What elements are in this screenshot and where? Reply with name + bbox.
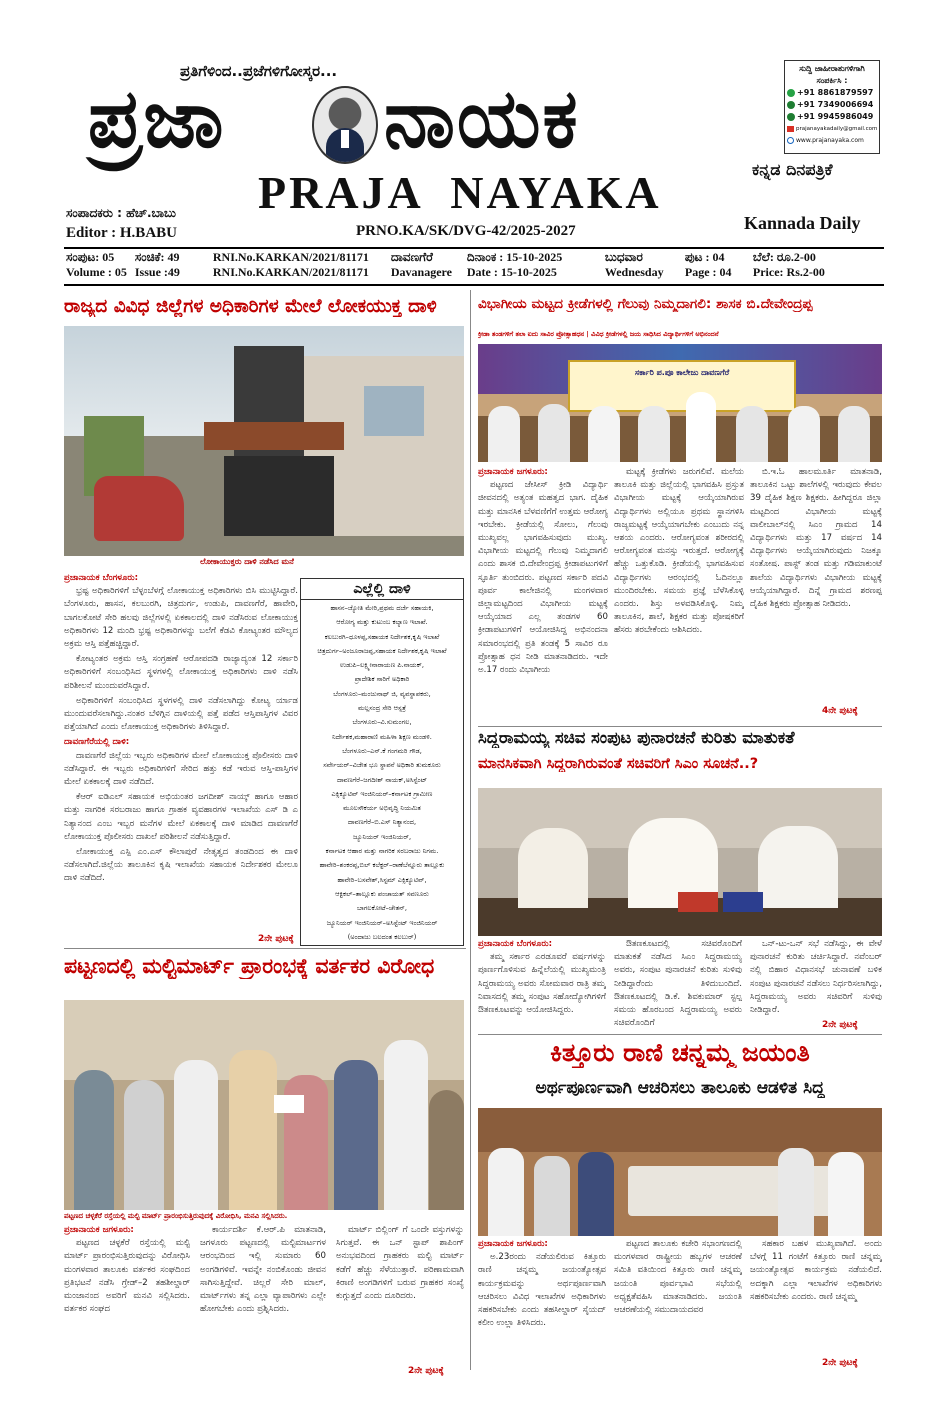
story1-photo bbox=[64, 326, 464, 556]
story2-col1 bbox=[64, 1224, 190, 1372]
story5-subheadline: ಅರ್ಥಪೂರ್ಣವಾಗಿ ಆಚರಿಸಲು ತಾಲೂಕು ಆಡಳಿತ ಸಿದ್ಧ bbox=[535, 1078, 825, 1098]
editor-english: Editor : H.BABU bbox=[66, 225, 177, 241]
story3-col2 bbox=[614, 466, 744, 738]
story2-top-rule bbox=[64, 948, 466, 949]
story2-caption: ಪಟ್ಟಣದ ಚಳ್ಳಕೆರೆ ರಸ್ತೆಯಲ್ಲಿ ಮಲ್ಟಿ ಮಾರ್ಟ್ ಪ್ರಾರಂಭಿಸುತ್ತಿರುವುದಕ್ಕೆ ವಿರೋಧಿಸಿ, ಮನವಿ ಸಲ್ಲಿಸಿದರು. bbox=[64, 1212, 288, 1220]
story5-continued: 2ನೇ ಪುಟಕ್ಕೆ bbox=[822, 1358, 858, 1368]
sidebox-list bbox=[301, 600, 463, 944]
story1-byline: ಪ್ರಜಾನಾಯಕ ಬೆಂಗಳೂರು: bbox=[64, 573, 139, 583]
story5-headline: ಕಿತ್ತೂರು ರಾಣಿ ಚನ್ನಮ್ಮ ಜಯಂತಿ bbox=[550, 1038, 810, 1067]
masthead-title-kannada-right: ನಾಯಕ bbox=[384, 71, 580, 167]
volume-kannada: ಸಂಪುಟ: 05 bbox=[66, 250, 115, 264]
phone-icon bbox=[787, 113, 795, 121]
masthead-portrait bbox=[312, 86, 378, 164]
sidebox-line: ಆಕ್ಟಿಕಲ್–ತಾಲ್ಲೂಕು ಪಂಚಾಯತ್ ಸವಣೂರು bbox=[335, 889, 429, 898]
story4-top-rule bbox=[478, 726, 882, 727]
story5-col2 bbox=[614, 1238, 742, 1370]
story3-banner-text: ಸರ್ಕಾರಿ ಪ.ಪೂ ಕಾಲೇಜು ದಾವಣಗೆರೆ bbox=[634, 368, 730, 377]
story2-continued: 2ನೇ ಪುಟಕ್ಕೆ bbox=[408, 1366, 444, 1376]
story2-col3 bbox=[336, 1224, 464, 1366]
raid-sidebox bbox=[300, 578, 464, 946]
contact-subheading: ಸಂಪರ್ಕಿಸಿ : bbox=[816, 76, 848, 85]
story4-text: ಔತಣಕೂಟದಲ್ಲಿ ಸಚಿವರೊಂದಿಗೆ ಮಾತುಕತೆ ನಡೆಸಿದ ಸಿಎಂ ಸಿದ್ದರಾಮಯ್ಯ ಅವರು, ಸಂಪುಟ ಪುನಾರಚನೆ ಕುರಿತು ಸುಳಿವು ನೀಡಿದ್ದಾರೆಂದು ತಿಳಿದುಬಂದಿದೆ. ಔತಣಕೂಟದಲ್ಲಿ ಡಿ.ಕೆ. ಶಿವಕುಮಾರ್ ಸ್ಟಲ್ಪ ಸಮಯ ಹೊರಬಂದ ಸಿದ್ದರಾಮಯ್ಯ ಅವರು ಸಚಿವರೊಂದಿಗೆ bbox=[614, 939, 742, 1029]
story5-byline: ಪ್ರಜಾನಾಯಕ ಜಗಳೂರು: bbox=[478, 1239, 548, 1249]
masthead-title-kannada-left: ಪ್ರಜಾ bbox=[88, 71, 226, 167]
story2-text: ಕಾರ್ಯದರ್ಶಿ ಕೆ.ಆರ್.ಪಿ ಮಾತನಾಡಿ, ಜಗಳೂರು ಪಟ್ಟಣದಲ್ಲಿ ಮಲ್ಟಿಮಾರ್ಟಗಳ ಆರಂಭದಿಂದ ಇಲ್ಲಿ ಸುಮಾರು 60 ಅಂಗಡಿಗಳಿವೆ. ಇವನ್ನೇ ನಂಬಿಕೊಂಡು ಜೀವನ ಸಾಗಿಸುತ್ತಿದ್ದೇವೆ. ಚಿಲ್ಲರೆ ಸೇರಿ ಮಾಲ್, ಮಾರ್ಟ್‌ಗಳು ತನ್ನ ಎಲ್ಲಾ ವ್ಯಾಪಾರಿಗಳು ಎಲ್ಲೇ ಹೋಗಬೇಕು ಎಂದು ಪ್ರಶ್ನಿಸಿದರು. bbox=[200, 1225, 326, 1315]
info-bottom-rule bbox=[64, 284, 884, 286]
masthead-subtitle-kannada: ಕನ್ನಡ ದಿನಪತ್ರಿಕೆ bbox=[752, 160, 833, 179]
date-kannada: ದಿನಾಂಕ : 15-10-2025 bbox=[466, 250, 563, 264]
sidebox-line: ಸರ್ವೇಯರ್–ವಿಜೇತ ಭೂ ಸ್ಥಾಪನೆ ಅಧಿಕಾರಿ ತುಮಕೂರು bbox=[323, 761, 441, 770]
sidebox-line: ಕರ್ನಾಟಕ ಆಹಾರ ಮತ್ತು ನಾಗರಿಕ ಸರಬರಾಜು ನಿಗಮ. bbox=[325, 847, 439, 856]
page-kannada: ಪುಟ : 04 bbox=[684, 250, 725, 264]
column-divider bbox=[470, 290, 471, 1370]
sidebox-line: ಹಾಸನ–ಜ್ಯೋತಿ ಮೇರಿ,ಪ್ರಥಮ ದರ್ಜೆ ಸಹಾಯಕಿ, bbox=[330, 604, 434, 612]
masthead-subtitle-english: Kannada Daily bbox=[744, 213, 861, 233]
contact-heading: ಸುದ್ದಿ ಜಾಹೀರಾತುಗಳಿಗಾಗಿ bbox=[799, 64, 865, 73]
story5-text: ಪಟ್ಟಣದ ತಾಲೂಕು ಕಚೇರಿ ಸಭಾಂಗಣದಲ್ಲಿ ಮಂಗಳವಾರ ರಾಷ್ಟ್ರೀಯ ಹಬ್ಬಗಳ ಆಚರಣೆ ಸಮಿತಿ ವತಿಯಿಂದ ಕಿತ್ತೂರು ರಾಣಿ ಚನ್ನಮ್ಮ ಜಯಂತಿ ಪೂರ್ವಭಾವಿ ಸಭೆಯಲ್ಲಿ ಅಧ್ಯಕ್ಷತೆವಹಿಸಿ ಮಾತನಾಡಿದರು. ಜಯಂತಿ ಆಚರಣೆಯಲ್ಲಿ ಸಮುದಾಯದವರ bbox=[614, 1239, 742, 1316]
sidebox-line: ಎಕ್ಸಿಕ್ಯೂಟಿವ್ ಇಂಜಿನಿಯರ್–ಕರ್ನಾಟಕ ಗ್ರಾಮೀಣ bbox=[331, 789, 433, 798]
story2-col2 bbox=[200, 1224, 326, 1372]
contact-email[interactable]: prajanayakadaily@gmail.com bbox=[796, 126, 878, 132]
story3-text: ಪಟ್ಟಣದ ಜೇಸೀಸ್ ಕ್ರೀಡಿ ವಿದ್ಯಾರ್ಥಿ ಜೀವನದಲ್ಲಿ ಅತ್ಯಂತ ಮಹತ್ವದ ಭಾಗ. ದೈಹಿಕ ಮತ್ತು ಮಾನಸಿಕ ಬೆಳವಣಿಗೆಗೆ ಉತ್ತಮ ಆರೋಗ್ಯ ಇರಬೇಕು. ಕ್ರೀಡೆಯಲ್ಲಿ ಸೋಲು, ಗೆಲುವು ಮುಖ್ಯವಲ್ಲ ಭಾಗವಹಿಸುವುದು ಮುಖ್ಯ. ವಿಭಾಗೀಯ ಮಟ್ಟದಲ್ಲಿ ಗೆಲುವು ನಿಮ್ಮದಾಗಲಿ ಎಂದು ಶಾಸಕ ಬಿ.ದೇವೇಂದ್ರಪ್ಪ ಕ್ರೀಡಾಪಟುಗಳಿಗೆ ಸ್ಫೂರ್ತಿ ತುಂಬಿದರು. ಪಟ್ಟಣದ ಸರ್ಕಾರಿ ಪದವಿ ಪೂರ್ವ ಕಾಲೇಜಿನಲ್ಲಿ ಮಂಗಳವಾರ ಜಿಲ್ಲಾಮಟ್ಟದಿಂದ ವಿಭಾಗೀಯ ಮಟ್ಟಕ್ಕೆ ಆಯ್ಕೆಯಾದ ಎಲ್ಲ ತಂಡಗಳ 60 ಕ್ರೀಡಾಪಟುಗಳಿಗೆ ಆಯೋಜಿಸಿದ್ದ ಅಭಿನಂದನಾ ಸಮಾರಂಭದಲ್ಲಿ ಪ್ರತಿ ತಂಡಕ್ಕೆ 5 ಸಾವಿರ ರೂ ಪ್ರೋತ್ಸಾಹ ಧನ ನೀಡಿ ಮಾತನಾಡಿದರು. ಇದೇ ಅ.17 ರಂದು ವಿಭಾಗೀಯ bbox=[478, 480, 608, 676]
story5-top-rule bbox=[478, 1034, 882, 1035]
story1-paragraph: ಅಧಿಕಾರಿಗಳಿಗೆ ಸಂಬಂಧಿಸಿದ ಸ್ಥಳಗಳಲ್ಲಿ ದಾಳಿ ನಡೆಸಲಾಗಿದ್ದು ಕೋಟ್ಯ ರ್ಯಾಡ ಮುಂದುವರೆಸಲಾಗಿದ್ದು.ನಂತರ ಬೆಳಿಗ್ಗಿನ ದಾಳಿಯಲ್ಲಿ ಪತ್ತೆ ಪಡೆದ ಆಸ್ತಿಪಾಸ್ತಿಗಳ ವಿವರ ಪತ್ತೆಯಾಗಿದೆ ಎಂದು ಲೋಕಾಯುಕ್ತ ಅಧಿಕಾರಿಗಳು ತಿಳಿಸಿದ್ದಾರೆ. bbox=[64, 695, 298, 733]
story2-byline: ಪ್ರಜಾನಾಯಕ ಜಗಳೂರು: bbox=[64, 1225, 134, 1235]
sidebox-line: ಕಲಬುರಗಿ–ಧೂಳಪ್ಪ,ಸಹಾಯಕ ನಿರ್ದೇಶಕ,ಕೃಷಿ ಇಲಾಖೆ bbox=[324, 632, 440, 641]
sidebox-line: ದಾವಣಗೆರೆ–ಜಗದೀಶ್ ನಾಯಕ್,ಅಸಿಸ್ಟೆಂಟ್ bbox=[336, 775, 428, 784]
sidebox-line: ದಾವಣಗೆರೆ–ಬಿ.ಎಸ್ ನಿತ್ಯಾನಂದ, bbox=[347, 818, 417, 827]
story3-text: ಮಟ್ಟಕ್ಕೆ ಕ್ರೀಡೆಗಳು ಜರುಗಲಿವೆ. ಮಲೆಯ ತಾಲೂಕಿ ಮತ್ತು ಜಿಲ್ಲೆಯಲ್ಲಿ ಭಾಗವಹಿಸಿ ಪ್ರಸ್ತುತ ವಿಭಾಗೀಯ ಮಟ್ಟಕ್ಕೆ ಆಯ್ಕೆಯಾಗಿರುವ ವಿದ್ಯಾರ್ಥಿಗಳು ಅಲ್ಲಿಯೂ ಪ್ರಥಮ ಸ್ಥಾನಗಳಿಸಿ ರಾಜ್ಯಮಟ್ಟಕ್ಕೆ ಆಯ್ಕೆಯಾಗಬೇಕು ಎಂಬುದು ನನ್ನ ಆಶಯ ಎಂದರು. ಆರೋಗ್ಯವಂತ ಶರೀರದಲ್ಲಿ ಆರೋಗ್ಯವಂತ ಮನಸ್ಸು ಇರುತ್ತದೆ. ಆರೋಗ್ಯಕ್ಕೆ ಹೆಚ್ಚು ಒತ್ತುಕೊಡಿ. ಕ್ರೀಡೆಯಲ್ಲಿ ಭಾಗವಹಿಸುವ ವಿದ್ಯಾರ್ಥಿಗಳು ಆರಂಭದಲ್ಲಿ ಓದಿನಲ್ಲೂ ಮುಂದಿರಬೇಕು. ಸಮಯ ಪ್ರಜ್ಞೆ ಬೆಳೆಸಿಕೊಳ್ಳಿ ಎಂದರು. ಶಿಸ್ತು ಅಳವಡಿಸಿಕೊಳ್ಳಿ. ನಿಮ್ಮ ತಾಲೂಕಿನ, ಶಾಲೆ, ಶಿಕ್ಷಕರ ಮತ್ತು ಪೋಷಕರಿಗೆ ಹೆಸರು ತರಬೇಕೆಂದು ಆಶಿಸಿದರು. bbox=[614, 467, 744, 636]
date-english: Date : 15-10-2025 bbox=[466, 265, 557, 279]
sidebox-line: ಪ್ರಾದೇಶಿಕ ಸಾರಿಗೆ ಅಧಿಕಾರಿ bbox=[354, 675, 410, 684]
story3-subheadline: ಕ್ರೀಡಾ ತಂಡಗಳಿಗೆ ತಲಾ ಐದು ಸಾವಿರ ಪ್ರೋತ್ಸಾಹಧನ | ವಿವಿಧ ಕ್ರೀಡೆಗಳಲ್ಲಿ ಜಯ ಸಾಧಿಸಿದ ವಿದ್ಯಾರ್ಥಿಗಳಿಗೆ ಅಭಿನಂದನೆ bbox=[478, 330, 719, 338]
masthead-tagline: ಪ್ರತಿಗೆಳಿಂದ..ಪ್ರಜೆಗಳಿಗೋಸ್ಕರ... bbox=[180, 62, 338, 80]
info-top-rule bbox=[64, 247, 884, 249]
story1-paragraph: ಕೋಟ್ಯಂತರ ಅಕ್ರಮ ಆಸ್ತಿ ಸಂಗ್ರಹಣೆ ಆರೋಪದಡಿ ರಾಜ್ಯಾದ್ಯಂತ 12 ಸರ್ಕಾರಿ ಅಧಿಕಾರಿಗಳಿಗೆ ಸಂಬಂಧಿಸಿದ ಸ್ಥಳಗಳಲ್ಲಿ ಲೋಕಾಯುಕ್ತ ಅಧಿಕಾರಿಗಳು ದಾಳಿ ನಡೆಸಿ ಪರಿಶೀಲನೆ ಮುಂದುವರೆಸಿದ್ದಾರೆ. bbox=[64, 654, 298, 691]
sidebox-line: ನಿರ್ದೇಶಕ,ಮಹಾರಾಣಿ ಮಹಿಳಾ ಶಿಕ್ಷಣ ಮಂಡಳಿ. bbox=[332, 732, 432, 741]
rni-number: RNI.No.KARKAN/2021/81171 bbox=[212, 250, 369, 264]
story4-col2 bbox=[614, 938, 742, 1032]
web-icon bbox=[787, 137, 794, 144]
sidebox-line: ಉಡುಪಿ–ಲಕ್ಷ್ಮೀನಾರಾಯಣ ಪಿ.ನಾಯಕ್, bbox=[340, 661, 424, 670]
price-kannada: ಬೆಲೆ: ರೂ.2-00 bbox=[752, 250, 816, 264]
city-kannada: ದಾವಣಗೆರೆ bbox=[390, 250, 433, 264]
day-kannada: ಬುಧವಾರ bbox=[604, 250, 643, 264]
sidebox-title: ಎಲ್ಲೆಲ್ಲಿ ದಾಳಿ bbox=[301, 579, 463, 600]
story5-col1 bbox=[478, 1238, 606, 1370]
contact-phone-2: +91 7349006694 bbox=[797, 100, 874, 109]
story1-paragraph: ಭ್ರಷ್ಟ ಅಧಿಕಾರಿಗಳಿಗೆ ಬೆಳ್ಳಂಬೆಳಗ್ಗೆ ಲೋಕಾಯುಕ್ತ ಅಧಿಕಾರಿಗಳು ಬಿಸಿ ಮುಟ್ಟಿಸಿದ್ದಾರೆ. ಬೆಂಗಳೂರು, ಹಾಸನ, ಕಲಬುರಗಿ, ಚಿತ್ರದುರ್ಗ, ಉಡುಪಿ, ದಾವಣಗೆರೆ, ಹಾವೇರಿ, ಬಾಗಲಕೋಟೆ ಸೇರಿ ಹಲವು ಜಿಲ್ಲೆಗಳಲ್ಲಿ ಏಕಕಾಲದಲ್ಲಿ ದಾಳಿ ನಡೆಸಿರುವ ಲೋಕಾಯುಕ್ತ ಅಧಿಕಾರಿಗಳು 12 ಮಂದಿ ಭ್ರಷ್ಟ ಅಧಿಕಾರಿಗಳನ್ನು ಬಲೆಗೆ ಕೆಡವಿ ಕೋಟ್ಯಂತರ ಮೌಲ್ಯದ ಅಕ್ರಮ ಆಸ್ತಿ ಪತ್ತೆಹಚ್ಚಿದ್ದಾರೆ. bbox=[64, 586, 298, 650]
story3-col3 bbox=[750, 466, 882, 712]
city-english: Davanagere bbox=[390, 265, 452, 279]
whatsapp-icon bbox=[787, 89, 795, 97]
issue-kannada: ಸಂಚಿಕೆ: 49 bbox=[134, 250, 180, 264]
contact-phone-1: +91 8861879597 bbox=[797, 88, 874, 97]
story1-headline: ರಾಜ್ಯದ ವಿವಿಧ ಜಿಲ್ಲೆಗಳ ಅಧಿಕಾರಿಗಳ ಮೇಲೆ ಲೋಕಯುಕ್ತ ದಾಳಿ bbox=[64, 296, 437, 317]
price-english: Price: Rs.2-00 bbox=[752, 265, 825, 279]
masthead-title-english: PRAJA NAYAKA bbox=[258, 167, 662, 218]
rni-number-english: RNI.No.KARKAN/2021/81171 bbox=[212, 265, 369, 279]
story1-paragraph: ದಾವಣಗೆರೆ ಜಿಲ್ಲೆಯ ಇಬ್ಬರು ಅಧಿಕಾರಿಗಳ ಮೇಲೆ ಲೋಕಾಯುಕ್ತ ಪೊಲೀಸರು ದಾಳಿ ನಡೆಸಿದ್ದಾರೆ. ಈ ಇಬ್ಬರು ಅಧಿಕಾರಿಗಳಿಗೆ ಸೇರಿದ ಹತ್ತು ಕಡೆ ಇರುವ ಆಸ್ತಿ-ಪಾಸ್ತಿಗಳ ಮೇಲೆ ಏಕಕಾಲಕ್ಕೆ ದಾಳಿ ನಡೆದಿದೆ. bbox=[64, 750, 298, 788]
story1-body bbox=[64, 572, 298, 936]
story2-photo bbox=[64, 1000, 464, 1210]
story4-headline: ಸಿದ್ದರಾಮಯ್ಯ ಸಚಿವ ಸಂಪುಟ ಪುನಾರಚನೆ ಕುರಿತು ಮಾತುಕತೆ bbox=[478, 728, 795, 747]
story3-continued: 4ನೇ ಪುಟಕ್ಕೆ bbox=[822, 706, 858, 716]
sidebox-line: ಬೆಂಗಳೂರು–ವಿ.ಸುಮಂಗಲ, bbox=[352, 718, 412, 727]
page-english: Page : 04 bbox=[684, 265, 732, 279]
story4-text: ಒನ್-ಟು-ಒನ್ ಸಭೆ ನಡೆಸಿದ್ದು, ಈ ವೇಳೆ ಪುನಾರಚನೆ ಕುರಿತು ಚರ್ಚಿಸಿದ್ದಾರೆ. ನವೆಂಬರ್ ನಲ್ಲಿ ಬಿಹಾರ ವಿಧಾನಸಭೆ ಚುನಾವಣೆ ಬಳಿಕ ಸಂಪುಟ ಪುನಾರಚನೆ ನಡೆಸಲು ನಿರ್ಧರಿಸಲಾಗಿದ್ದು, ಸಿದ್ದರಾಮಯ್ಯ ಅವರು ಸಚಿವರಿಗೆ ಸುಳಿವು ನೀಡಿದ್ದಾರೆ. bbox=[750, 939, 882, 1016]
contact-phone-3: +91 9945986049 bbox=[797, 112, 874, 121]
issue-english: Issue :49 bbox=[134, 265, 180, 279]
story4-subheadline: ಮಾನಸಿಕವಾಗಿ ಸಿದ್ಧರಾಗಿರುವಂತೆ ಸಚಿವರಿಗೆ ಸಿಎಂ ಸೂಚನೆ..? bbox=[478, 756, 759, 772]
sidebox-line: ಬೆಂಗಳೂರು–ಮಂಜುನಾಥ್ ಜಿ, ವ್ಯವಸ್ಥಾಪಕರು, bbox=[333, 689, 431, 698]
story2-headline: ಪಟ್ಟಣದಲ್ಲಿ ಮಲ್ಟಿಮಾರ್ಟ್ ಪ್ರಾರಂಭಕ್ಕೆ ವರ್ತಕರ ವಿರೋಧ bbox=[64, 954, 435, 978]
sidebox-line: (ಅಂದಾಜು ಬಲದಂತ ಕಲಬುರ್) bbox=[347, 932, 417, 941]
day-english: Wednesday bbox=[604, 265, 664, 279]
sidebox-line: ಚಿತ್ರದುರ್ಗ–ಅಂಜೂರಾಜಪ್ಪ,ಸಹಾಯಕ ನಿರ್ದೇಶಕ,ಕೃಷಿ ಇಲಾಖೆ bbox=[317, 646, 447, 655]
sidebox-line: ಹಾವೇರಿ–ಬಸವೇಶ್,ಸಿಸ್ಟಮ್ ಎಕ್ಸಿಕ್ಯೂಟಿವ್, bbox=[337, 875, 427, 884]
story5-text: ಅ.23ರಂದು ನಡೆಯಲಿರುವ ಕಿತ್ತೂರು ರಾಣಿ ಚನ್ನಮ್ಮ ಜಯಂತ್ಯೋತ್ಸವ ಕಾರ್ಯಕ್ರಮವನ್ನು ಅರ್ಥಪೂರ್ಣವಾಗಿ ಆಚರಿಸಲು ವಿವಿಧ ಇಲಾಖೆಗಳ ಅಧಿಕಾರಿಗಳು ಸಹಕರಿಸಬೇಕು ಎಂದು ತಹಸೀಲ್ದಾರ್ ಸೈಯದ್ ಕಲೀಂ ಉಲ್ಲಾ ತಿಳಿಸಿದರು. bbox=[478, 1252, 606, 1329]
story3-headline: ವಿಭಾಗೀಯ ಮಟ್ಟದ ಕ್ರೀಡೆಗಳಲ್ಲಿ ಗೆಲುವು ನಿಮ್ಮದಾಗಲಿ: ಶಾಸಕ ಬಿ.ದೇವೇಂದ್ರಪ್ಪ bbox=[478, 296, 813, 312]
story1-caption: ಲೋಕಾಯುಕ್ತರು ದಾಳಿ ನಡೆಸಿದ ಮನೆ bbox=[200, 557, 294, 566]
story5-text: ಸಹಕಾರ ಬಹಳ ಮುಖ್ಯವಾಗಿದೆ. ಅಂದು ಬೆಳಗ್ಗೆ 11 ಗಂಟೆಗೆ ಕಿತ್ತೂರು ರಾಣಿ ಚನ್ನಮ್ಮ ಜಯಂತ್ಯೋತ್ಸವ ಕಾರ್ಯಕ್ರಮ ನಡೆಯಲಿದೆ. ಅದಕ್ಕಾಗಿ ಎಲ್ಲಾ ಇಲಾಖೆಗಳ ಅಧಿಕಾರಿಗಳು ಸಹಕರಿಸಬೇಕು ಎಂದರು. ರಾಣಿ ಚನ್ನಮ್ಮ bbox=[750, 1239, 882, 1302]
story1-continued: 2ನೇ ಪುಟಕ್ಕೆ bbox=[258, 934, 294, 944]
contact-website[interactable]: www.prajanayaka.com bbox=[796, 137, 864, 144]
story4-continued: 2ನೇ ಪುಟಕ್ಕೆ bbox=[822, 1020, 858, 1030]
sidebox-line: ಜ್ಯೂನಿಯರ್ ಇಂಜಿನಿಯರ್, bbox=[352, 832, 412, 841]
story3-text: ಬಿ.ಇ.ಓ ಹಾಲಮೂರ್ತಿ ಮಾತನಾಡಿ, ತಾಲೂಕಿನ ಒಟ್ಟು ಶಾಲೆಗಳಲ್ಲಿ ಇರುವುದು ಕೇವಲ 39 ದೈಹಿಕ ಶಿಕ್ಷಣ ಶಿಕ್ಷಕರು. ಹೀಗಿದ್ದರೂ ಜಿಲ್ಲಾ ಮಟ್ಟದಿಂದ ವಿಭಾಗೀಯ ಮಟ್ಟಕ್ಕೆ ವಾಲೀಬಾಲ್‌ನಲ್ಲಿ ಸಿಎಂ ಗ್ರಾಮದ 14 ವಿದ್ಯಾರ್ಥಿಗಳು ಮತ್ತು 17 ವರ್ಷದ 14 ವಿದ್ಯಾರ್ಥಿಗಳು ಆಯ್ಕೆಯಾಗಿರುವುದು ನಿಜಕ್ಕೂ ಸಂತೋಷ. ಪಾಸ್ಟ್‌ ತಂಡ ಮತ್ತು ಗಡಿಮಾಕುಂಟೆ ಶಾಲೆಯ ವಿದ್ಯಾರ್ಥಿಗಳು ವಿಭಾಗೀಯ ಮಟ್ಟಕ್ಕೆ ಆಯ್ಕೆಯಾಗಿದ್ದಾರೆ. ದಿನ್ನೆ ಗ್ರಾಮದ ಶರಣಪ್ಪ ದೈಹಿಕ ಶಿಕ್ಷಕರು ಪ್ರೋತ್ಸಾಹ ನೀಡಿದರು. bbox=[750, 467, 882, 610]
sidebox-line: ಹಾವೇರಿ–ಶಂಕರಪ್ಪ,ಬಿಲ್ ಕಲೆಕ್ಟರ್–ರಾಣೆಬೆನ್ನೂರು ತಾಲ್ಲೂಕು bbox=[319, 861, 445, 870]
story4-text: ತಮ್ಮ ಸರ್ಕಾರ ಎರಡೂವರೆ ವರ್ಷಗಳನ್ನು ಪೂರ್ಣಗೊಳಿಸುವ ಹಿನ್ನೆಲೆಯಲ್ಲಿ ಮುಖ್ಯಮಂತ್ರಿ ಸಿದ್ದರಾಮಯ್ಯ ಅವರು ಸೋಮವಾರ ರಾತ್ರಿ ತಮ್ಮ ನಿವಾಸದಲ್ಲಿ ತಮ್ಮ ಸಂಪುಟ ಸಹೋದ್ಯೋಗಿಗಳಿಗೆ ಔತಣಕೂಟವನ್ನು ಆಯೋಜಿಸಿದ್ದರು. bbox=[478, 952, 606, 1016]
story4-photo bbox=[478, 788, 882, 936]
mail-icon bbox=[787, 126, 794, 132]
volume-english: Volume : 05 bbox=[66, 265, 127, 279]
story2-text: ಪಟ್ಟಣದ ಚಳ್ಳಕೆರೆ ರಸ್ತೆಯಲ್ಲಿ ಮಲ್ಟಿ ಮಾರ್ಟ್ ಪ್ರಾರಂಭಿಸುತ್ತಿರುವುದನ್ನು ವಿರೋಧಿಸಿ ಮಂಗಳವಾರ ತಾಲೂಕು ವರ್ತಕರ ಸಂಘದಿಂದ ಪ್ರತಿಭಟನೆ ನಡೆಸಿ ಗ್ರೇಡ್–2 ತಹಶೀಲ್ದಾರ್ ಮಂಜಾನಂದ ಅವರಿಗೆ ಮನವಿ ಸಲ್ಲಿಸಿದರು. ವರ್ತಕರ ಸಂಘದ bbox=[64, 1238, 190, 1315]
editor-kannada: ಸಂಪಾದಕರು : ಹೆಚ್.ಬಾಬು bbox=[66, 206, 176, 220]
sidebox-line: ಮಲ್ಲಸಂದ್ರ ಸೇರಿ ಆಸ್ಪತ್ರೆ bbox=[357, 704, 407, 713]
story1-paragraph: ಲೋಕಾಯುಕ್ತ ಎಸ್ಪಿ ಎಂ.ಎಸ್ ಕೌಲಾಪುರೆ ನೇತೃತ್ವದ ತಂಡದಿಂದ ಈ ದಾಳಿ ನಡೆಸಲಾಗಿದೆ.ಜಿಲ್ಲೆಯ ತಾಲೂಕಿನ ಕೃಷಿ ಇಲಾಖೆಯ ಸಹಾಯಕ ನಿರ್ದೇಶಕರ ಮೇಲೂ ದಾಳಿ ನಡೆದಿದೆ. bbox=[64, 847, 298, 884]
story4-col1 bbox=[478, 938, 606, 1032]
sidebox-line: ಬೆಂಗಳೂರು–ಎನ್.ಕೆ ಗಂಗಮರಿ ಗೌಡ, bbox=[342, 746, 422, 755]
phone-icon bbox=[787, 101, 795, 109]
story1-subhead: ದಾವಣಗೆರೆಯಲ್ಲಿ ದಾಳಿ: bbox=[64, 737, 130, 748]
story4-byline: ಪ್ರಜಾನಾಯಕ ಬೆಂಗಳೂರು: bbox=[478, 939, 553, 949]
story5-col3 bbox=[750, 1238, 882, 1358]
contact-box bbox=[784, 60, 880, 154]
story5-photo bbox=[478, 1108, 882, 1236]
story3-photo bbox=[478, 344, 882, 462]
story1-paragraph: ಕೆಆರ್ ಐಡಿಎಲ್ ಸಹಾಯಕ ಅಭಿಯಂತರ ಜಗದೀಶ್ ನಾಯ್ಕ್ ಹಾಗೂ ಆಹಾರ ಮತ್ತು ನಾಗರಿಕ ಸರಬರಾಜು ಹಾಗೂ ಗ್ರಾಹಕ ವ್ಯವಹಾರಗಳ ಇಲಾಖೆಯ ಎಸ್ ಡಿ ಎ ನಿತ್ಯಾನಂದ ಎಂಬ ಇಬ್ಬರ ಮನೆಗಳ ಮೇಲೆ ಏಕಕಾಲಕ್ಕೆ ದಾಳಿ ಮಾಡಿದ ದಾವಣಗೆರೆ ಲೋಕಾಯುಕ್ತ ಪೊಲೀಸರು ದಾಖಲೆ ಪರಿಶೀಲನೆ ನಡೆಸುತ್ತಿದ್ದಾರೆ. bbox=[64, 792, 298, 842]
pr-number: PRNO.KA/SK/DVG-42/2025-2027 bbox=[356, 223, 576, 239]
info-row-kannada bbox=[62, 250, 829, 280]
story3-col1 bbox=[478, 466, 608, 738]
sidebox-line: ಜ್ಯೂನಿಯರ್ ಇಂಜಿನಿಯರ್–ಅಸಿಸ್ಟೆಂಟ್ ಇಂಜಿನಿಯರ್ bbox=[326, 918, 438, 927]
sidebox-line: ಆರೋಗ್ಯ ಮತ್ತು ಕುಟುಂಬ ಕಲ್ಯಾಣ ಇಲಾಖೆ. bbox=[336, 618, 428, 627]
story3-byline: ಪ್ರಜಾನಾಯಕ ಜಗಳೂರು: bbox=[478, 467, 548, 477]
sidebox-line: ಬಾಗಲಕೋಟೆ–ಚೇತನ್, bbox=[357, 904, 407, 913]
story2-text: ಮಾರ್ಟ್ ಬಿಲ್ಲಿಂಗ್ ಗೆ ಒಂದೇ ವಸ್ತುಗಳನ್ನು ಸಿಗುತ್ತವೆ. ಈ ಒನ್ ಸ್ಟಾಪ್ ಶಾಪಿಂಗ್ ಅನುಭವದಿಂದ ಗ್ರಾಹಕರು ಮಲ್ಟಿ ಮಾರ್ಟ್ ಕಡೆಗೆ ಹೆಚ್ಚು ಸೆಳೆಯುತ್ತಾರೆ. ಪರಿಣಾಮವಾಗಿ ಕಿರಾಣಿ ಅಂಗಡಿಗಳಿಗೆ ಬರುವ ಗ್ರಾಹಕರ ಸಂಖ್ಯೆ ಕುಗ್ಗುತ್ತದೆ ಎಂದು ದೂರಿದರು. bbox=[336, 1225, 464, 1302]
sidebox-line: ಮೂಲಸೌಕರ್ಯ ಅಭಿವೃದ್ಧಿ ನಿಯಮಿತ bbox=[343, 804, 421, 813]
story4-col3 bbox=[750, 938, 882, 1020]
